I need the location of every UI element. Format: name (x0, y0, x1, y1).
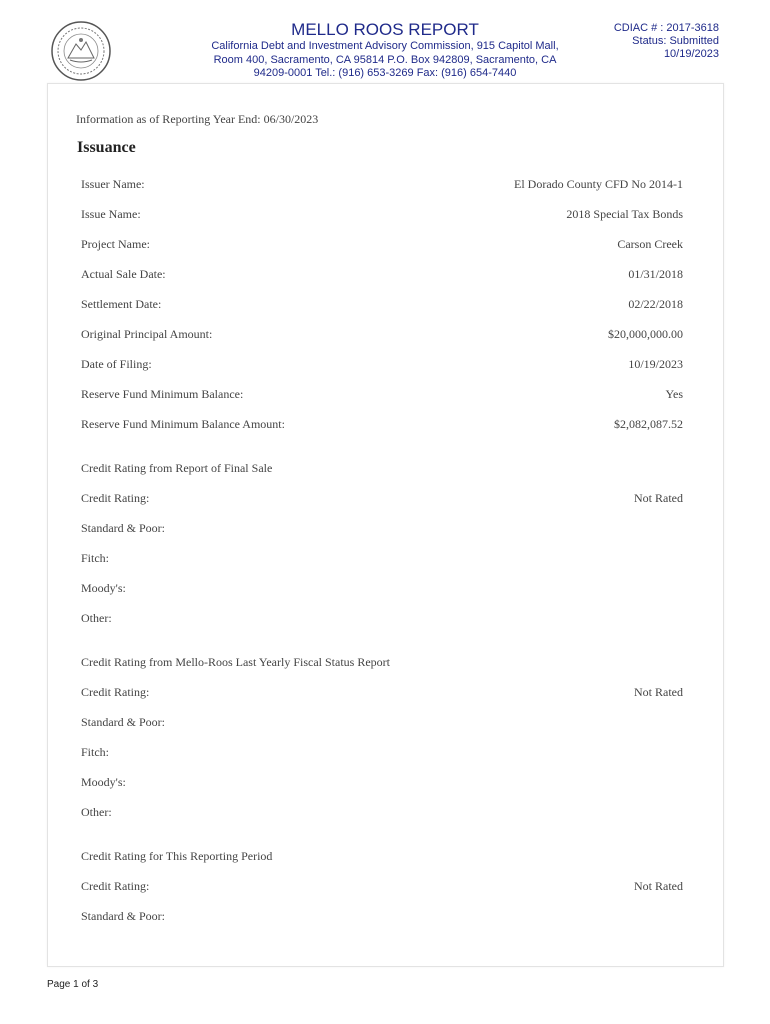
field-label: Moody's: (81, 775, 126, 789)
rating-row (81, 879, 683, 895)
issuance-row (81, 327, 683, 343)
field-value: Not Rated (634, 685, 683, 699)
field-label: Project Name: (81, 237, 150, 251)
issuance-row (81, 207, 683, 223)
field-label: Date of Filing: (81, 357, 152, 371)
rating-row (81, 611, 683, 627)
field-value: 10/19/2023 (628, 357, 683, 371)
field-label: Original Principal Amount: (81, 327, 213, 341)
field-label: Reserve Fund Minimum Balance Amount: (81, 417, 285, 431)
field-label: Fitch: (81, 551, 110, 565)
field-value: Carson Creek (617, 237, 683, 251)
rating-row (81, 909, 683, 925)
field-value: 01/31/2018 (628, 267, 683, 281)
field-label: Issuer Name: (81, 177, 145, 191)
address-line-2: Room 400, Sacramento, CA 95814 P.O. Box 942809, Sacramento, CA (213, 53, 557, 66)
report-meta (614, 22, 719, 61)
field-label: Settlement Date: (81, 297, 162, 311)
issuance-row (81, 267, 683, 283)
field-label: Standard & Poor: (81, 521, 165, 535)
subheading-this-period-rating: Credit Rating for This Reporting Period (81, 849, 273, 863)
field-label: Actual Sale Date: (81, 267, 166, 281)
field-label: Credit Rating: (81, 491, 150, 505)
field-label: Credit Rating: (81, 879, 150, 893)
field-label: Standard & Poor: (81, 715, 165, 729)
field-label: Other: (81, 611, 112, 625)
cdiac-number: CDIAC # : 2017-3618 (613, 22, 719, 34)
commission-address (190, 40, 580, 81)
field-value: 2018 Special Tax Bonds (566, 207, 683, 221)
field-label: Issue Name: (81, 207, 141, 221)
issuance-row (81, 387, 683, 403)
status-text: Status: Submitted (632, 35, 719, 47)
issuance-row (81, 417, 683, 433)
issuance-row (81, 177, 683, 193)
rating-row (81, 491, 683, 507)
rating-row (81, 715, 683, 731)
field-label: Other: (81, 805, 112, 819)
state-seal-icon (50, 20, 112, 82)
issuance-row (81, 297, 683, 313)
field-label: Fitch: (81, 745, 110, 759)
field-value: Not Rated (634, 491, 683, 505)
rating-row (81, 775, 683, 791)
rating-row (81, 805, 683, 821)
field-value: $2,082,087.52 (614, 417, 683, 431)
field-value: Not Rated (634, 879, 683, 893)
field-value: El Dorado County CFD No 2014-1 (514, 177, 683, 191)
subheading-final-sale-rating: Credit Rating from Report of Final Sale (81, 461, 273, 475)
section-title-issuance: Issuance (77, 139, 136, 156)
page-number: Page 1 of 3 (47, 979, 99, 990)
rating-row (81, 521, 683, 537)
field-value: 02/22/2018 (628, 297, 683, 311)
rating-row (81, 685, 683, 701)
address-line-3: 94209-0001 Tel.: (916) 653-3269 Fax: (916) 654-7440 (253, 67, 517, 79)
field-value: Yes (665, 387, 683, 401)
issuance-row (81, 237, 683, 253)
rating-row (81, 581, 683, 597)
field-value: $20,000,000.00 (608, 327, 683, 341)
report-title: MELLO ROOS REPORT (291, 20, 479, 39)
field-label: Standard & Poor: (81, 909, 165, 923)
field-label: Credit Rating: (81, 685, 150, 699)
rating-row (81, 745, 683, 761)
rating-row (81, 551, 683, 567)
issuance-row (81, 357, 683, 373)
submission-date: 10/19/2023 (663, 48, 719, 60)
reporting-year-info: Information as of Reporting Year End: 06/30/2023 (76, 112, 319, 126)
field-label: Reserve Fund Minimum Balance: (81, 387, 244, 401)
subheading-last-yearly-rating: Credit Rating from Mello-Roos Last Yearly Fiscal Status Report (81, 655, 390, 669)
field-label: Moody's: (81, 581, 126, 595)
address-line-1: California Debt and Investment Advisory Commission, 915 Capitol Mall, (211, 40, 559, 52)
